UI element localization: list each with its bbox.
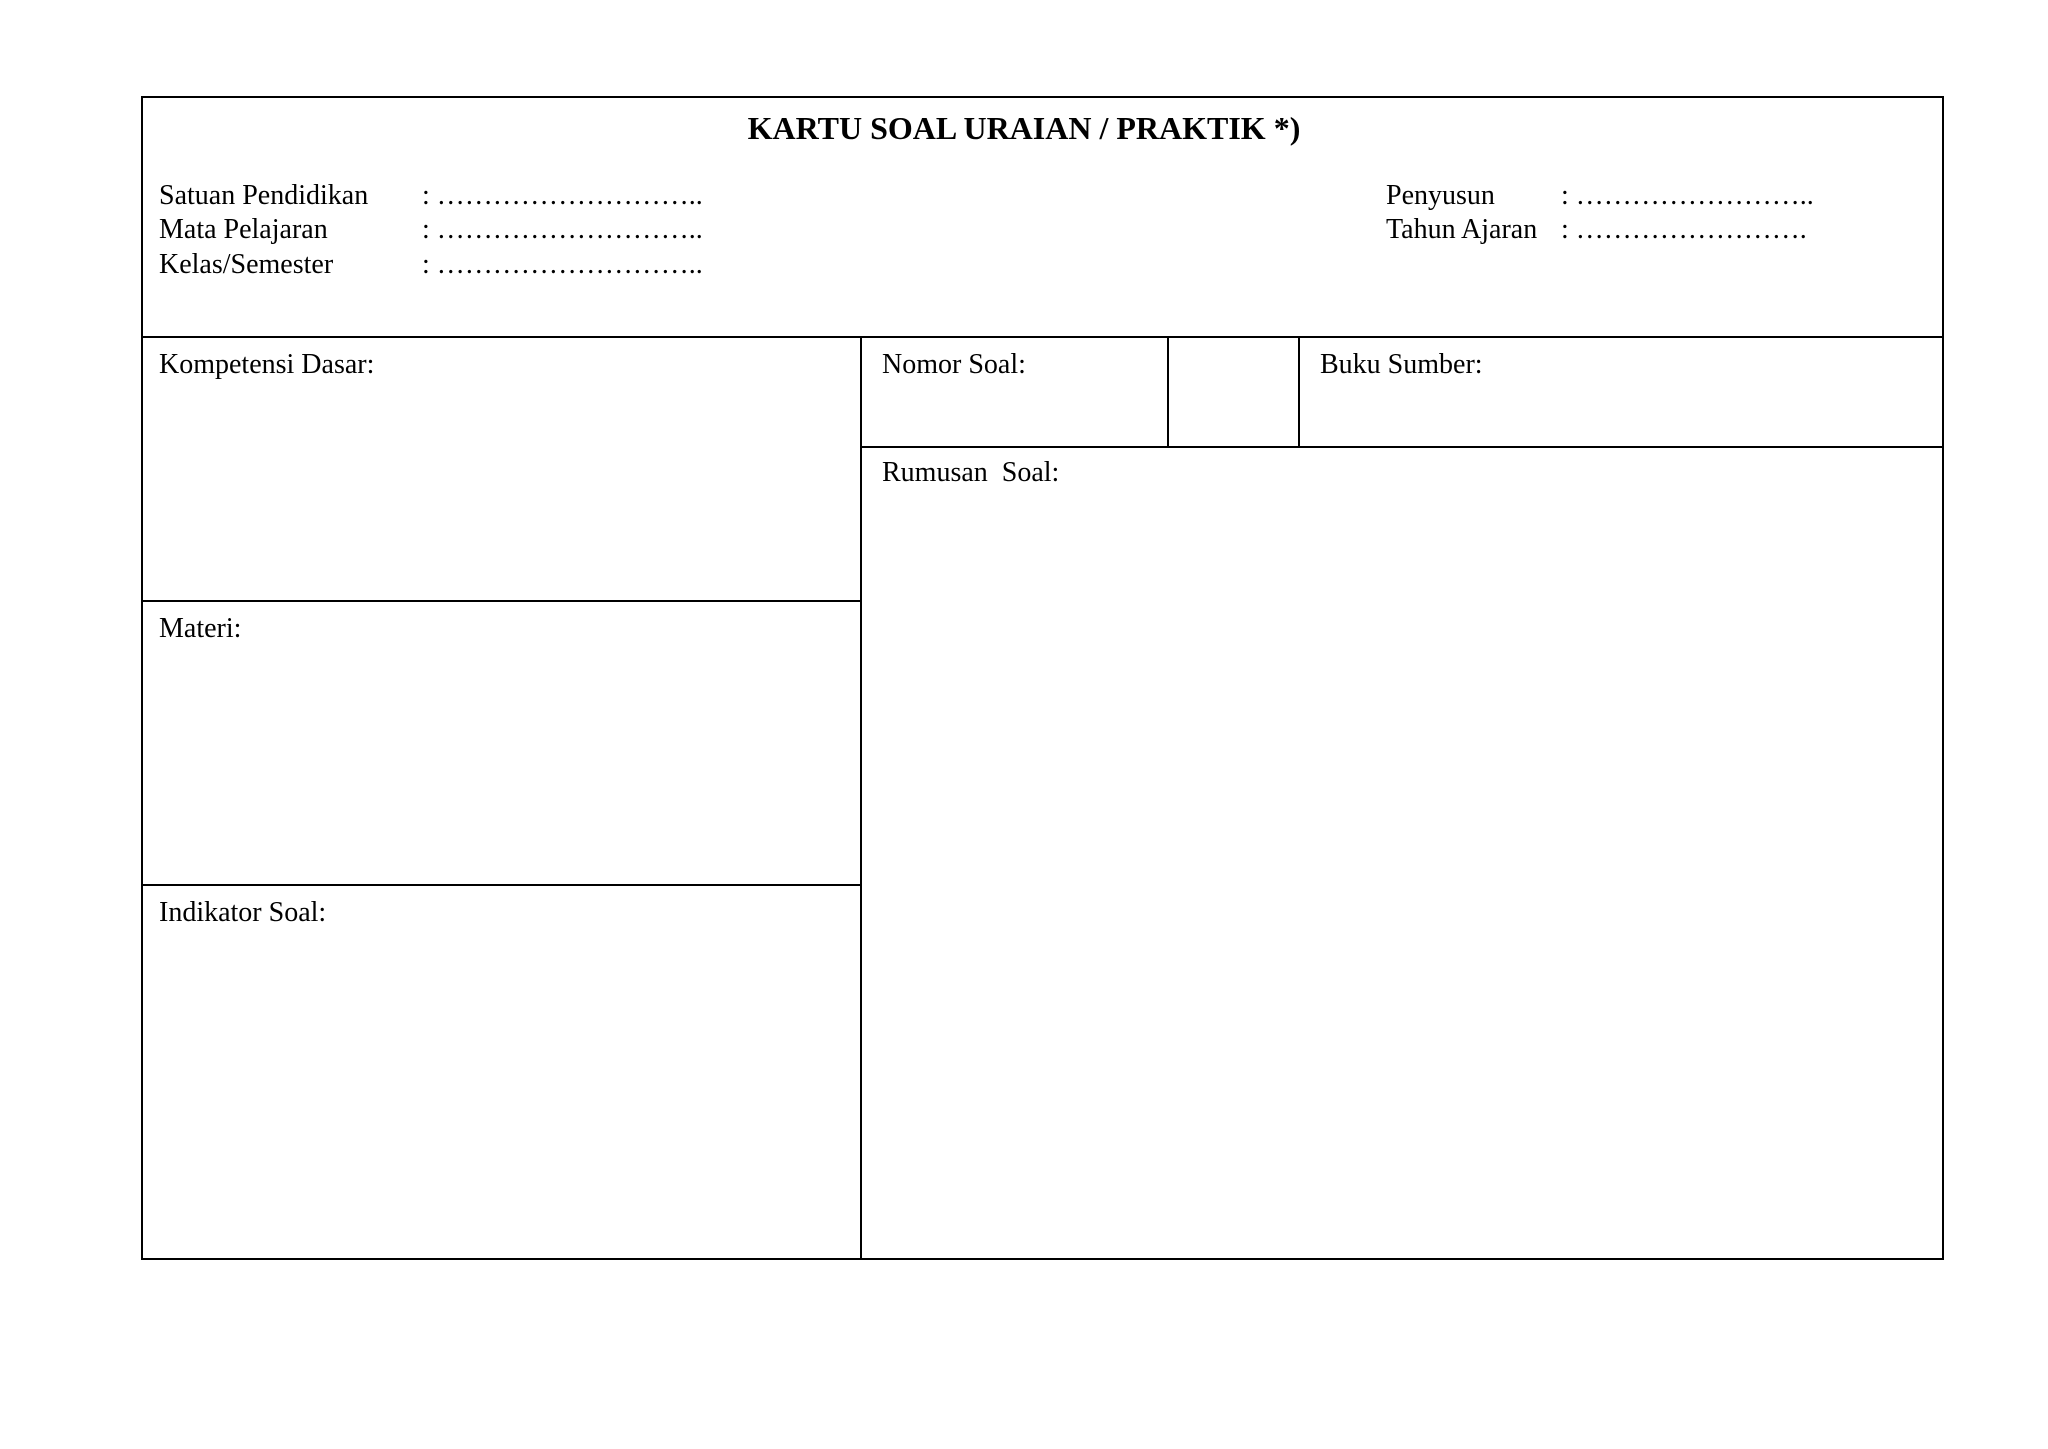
nomor-rumusan-divider-line [860, 446, 1944, 448]
question-card-frame [141, 96, 1944, 1260]
tahun-ajaran-field[interactable]: : ……………………. [1561, 214, 1807, 245]
mata-pelajaran-label: Mata Pelajaran [159, 214, 328, 245]
left-right-divider-line [860, 336, 862, 1260]
kompetensi-materi-divider-line [141, 600, 861, 602]
penyusun-field[interactable]: : …………………….. [1561, 180, 1814, 211]
indikator-soal-label: Indikator Soal: [159, 897, 327, 928]
nomor-soal-label: Nomor Soal: [882, 349, 1026, 380]
materi-label: Materi: [159, 613, 242, 644]
satuan-pendidikan-label: Satuan Pendidikan [159, 180, 369, 211]
buku-sumber-label: Buku Sumber: [1320, 349, 1483, 380]
rumusan-soal-label: Rumusan Soal: [882, 457, 1060, 488]
tahun-ajaran-label: Tahun Ajaran [1386, 214, 1538, 245]
kelas-semester-label: Kelas/Semester [159, 249, 334, 280]
header-divider-line [141, 336, 1944, 338]
form-title: KARTU SOAL URAIAN / PRAKTIK *) [747, 110, 1301, 146]
penyusun-label: Penyusun [1386, 180, 1495, 211]
satuan-pendidikan-field[interactable]: : ……………………….. [422, 180, 703, 211]
materi-indikator-divider-line [141, 884, 861, 886]
nomor-soal-value-divider-line [1167, 336, 1169, 447]
kelas-semester-field[interactable]: : ……………………….. [422, 249, 703, 280]
kompetensi-dasar-label: Kompetensi Dasar: [159, 349, 375, 380]
buku-sumber-divider-line [1298, 336, 1300, 447]
mata-pelajaran-field[interactable]: : ……………………….. [422, 214, 703, 245]
